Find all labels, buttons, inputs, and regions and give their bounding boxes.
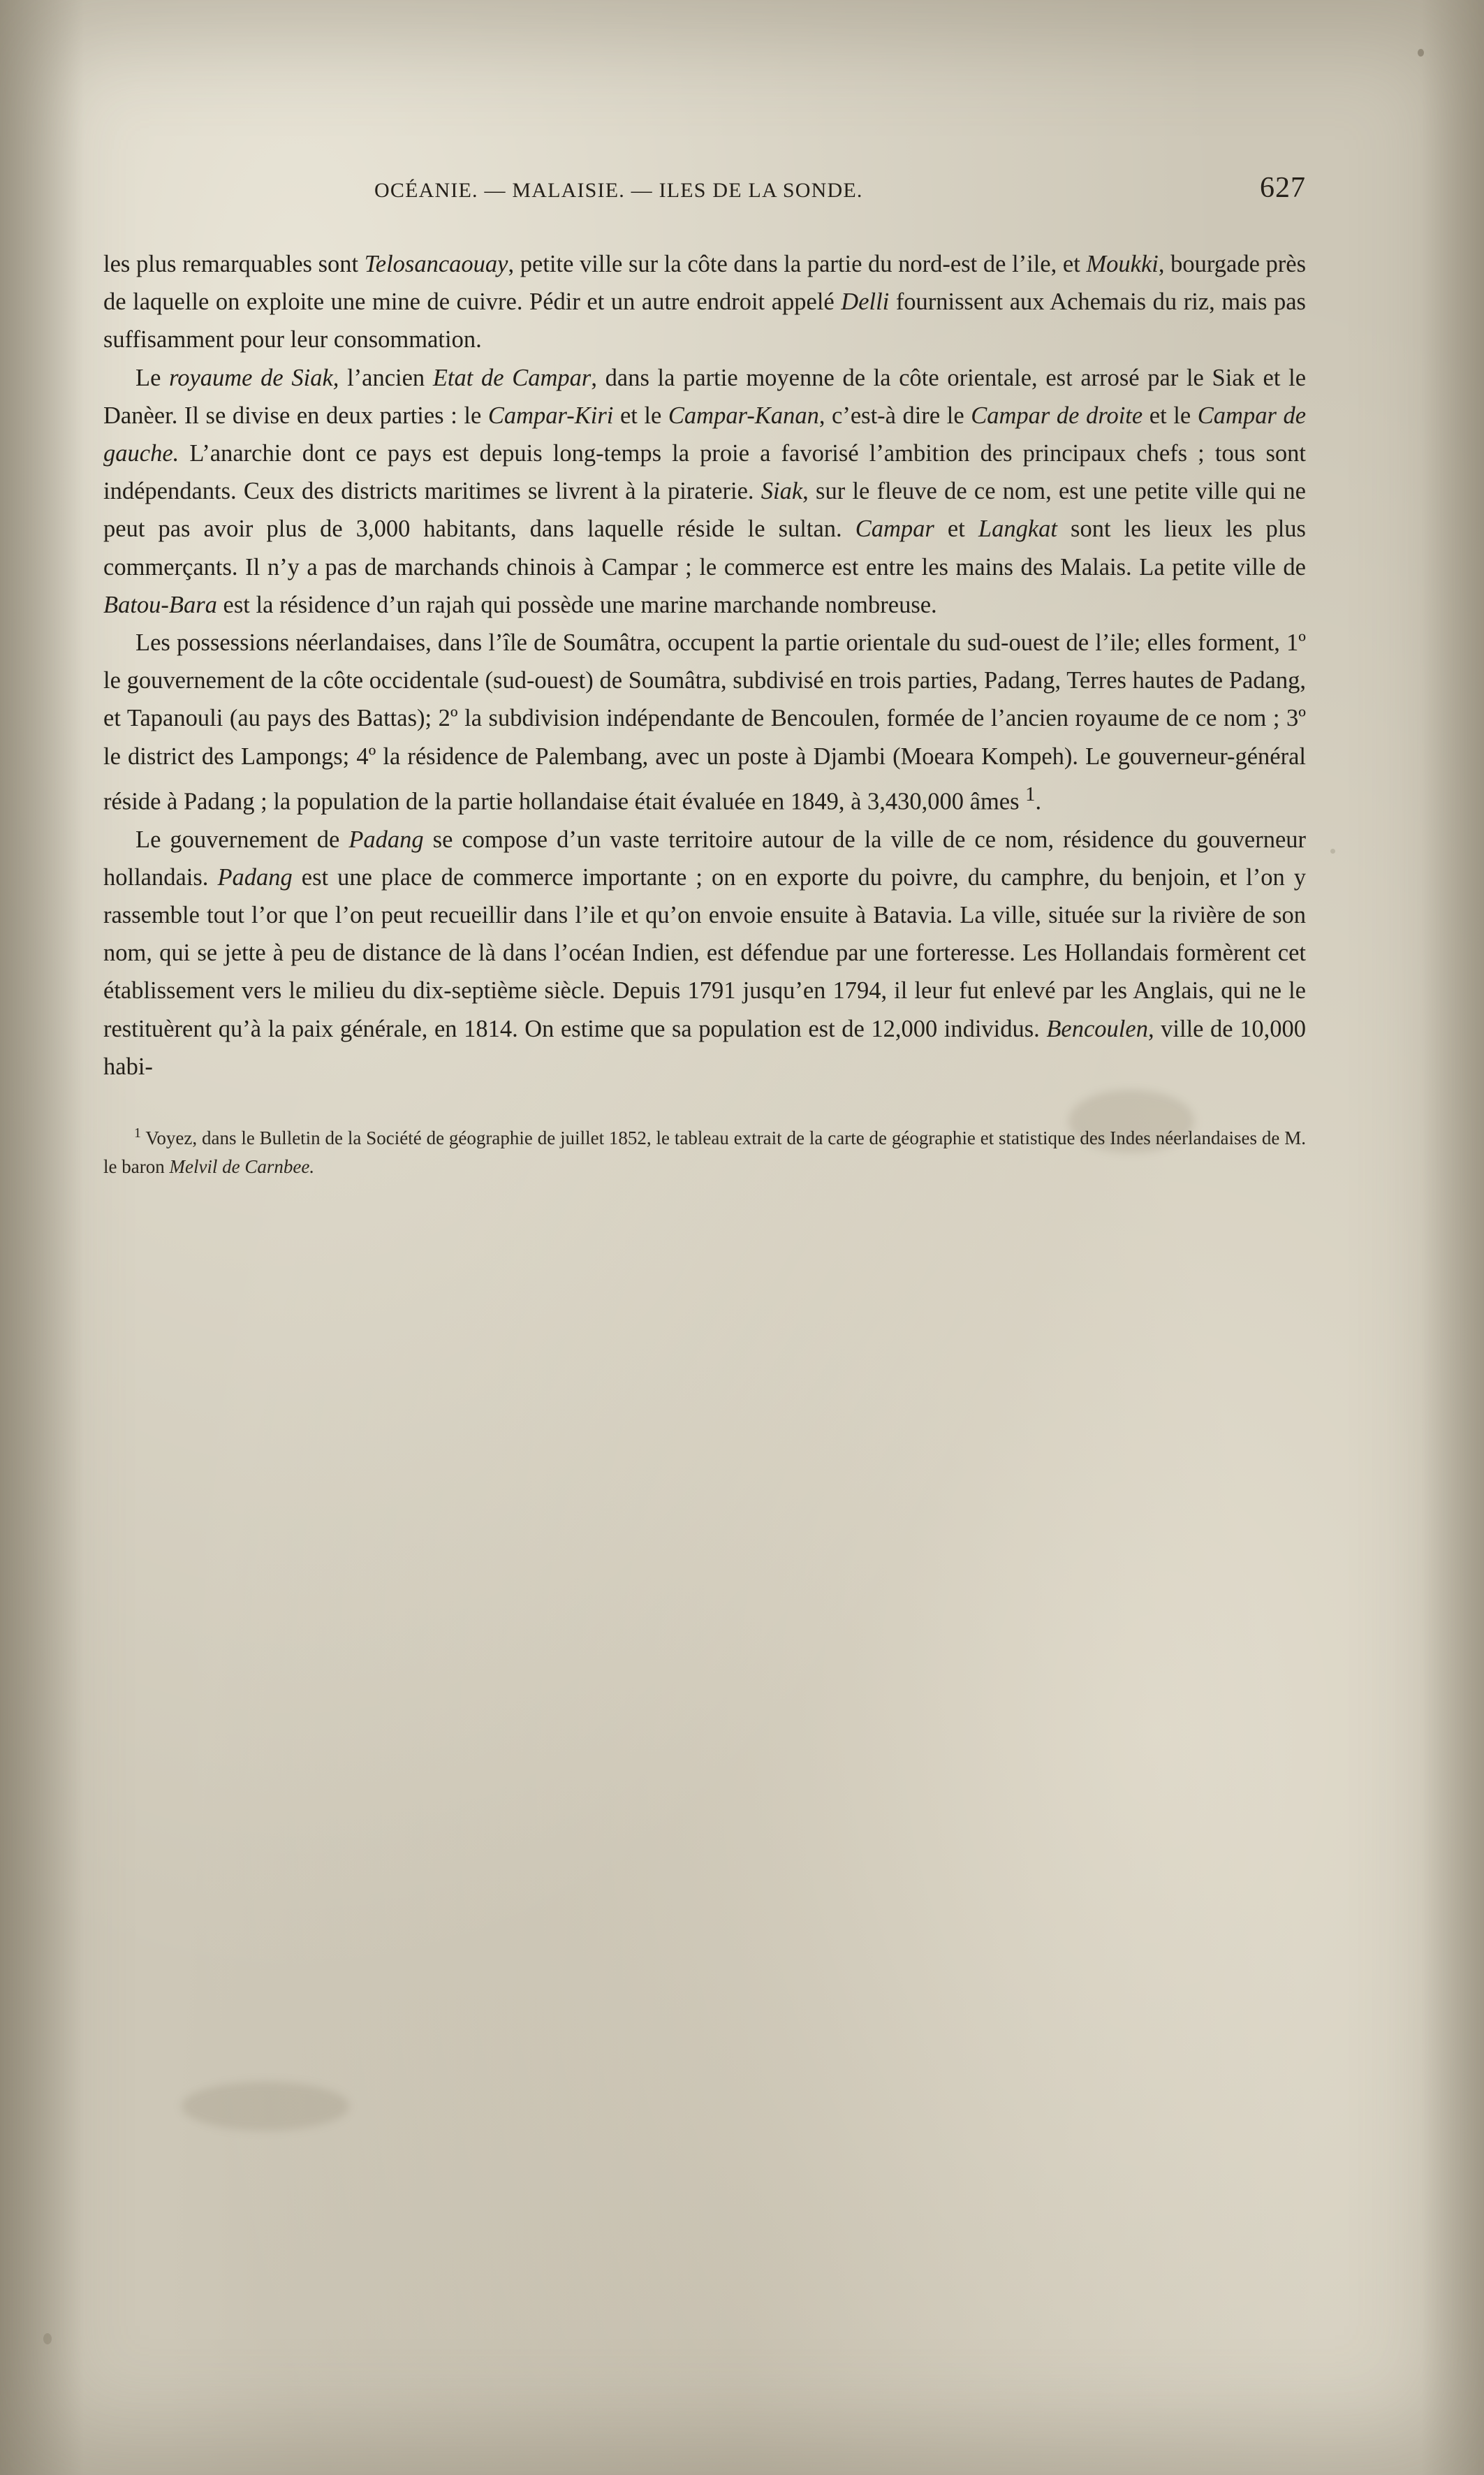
footnote	[103, 1119, 1306, 1181]
paragraph: les plus remarquables sont Telosancaouay, petite ville sur la côte dans la partie du nord-est de l’ile, et Moukki, bourgade près de laquelle on exploite une mine de cuivre. Pédir et un autre endroit appelé Delli fournissent aux Achemais du riz, mais pas suffisamment pour leur consommation.	[103, 251, 1307, 353]
page-edge-shadow-right	[1421, 0, 1484, 2475]
page-number: 627	[1260, 172, 1306, 204]
running-head-title: OCÉANIE. — MALAISIE. — ILES DE LA SONDE.	[374, 179, 863, 202]
paragraph: Les possessions néerlandaises, dans l’île de Soumâtra, occupent la partie orientale du sud-ouest de l’ile; elles forment, 1º le gouvernement de la côte occidentale (sud-ouest) de Soumâtra, subdivisé en trois parties, Padang, Terres hautes de Padang, et Tapanouli (au pays des Battas); 2º la subdivision indépendante de Bencoulen, formée de l’ancien royaume de ce nom ; 3º le district des Lampongs; 4º la résidence de Palembang, avec un poste à Djambi (Moeara Kompeh). Le gouverneur-général réside à Padang ; la population de la partie hollandaise était évaluée en 1849, à 3,430,000 âmes $^1$.	[103, 629, 1306, 815]
body-text	[103, 245, 1306, 1086]
page-content	[103, 171, 1306, 1181]
footnote-text: $^1$ Voyez, dans le Bulletin de la Société de géographie de juillet 1852, le tableau extrait de la carte de géographie et statistique des Indes néerlandaises de M. le baron Melvil de Carnbee.	[103, 1125, 1306, 1177]
paragraph: Le royaume de Siak, l’ancien Etat de Campar, dans la partie moyenne de la côte orientale, est arrosé par le Siak et le Danèer. Il se divise en deux parties : le Campar-Kiri et le Campar-Kanan, c’est-à dire le Campar de droite et le Campar de gauche. L’anarchie dont ce pays est depuis long-temps la proie a favorisé l’ambition des principaux chefs ; tous sont indépendants. Ceux des districts maritimes se livrent à la piraterie. Siak, sur le fleuve de ce nom, est une petite ville qui ne peut pas avoir plus de 3,000 habitants, dans laquelle réside le sultan. Campar et Langkat sont les lieux les plus commerçants. Il n’y a pas de marchands chinois à Campar ; le commerce est entre les mains des Malais. La petite ville de Batou-Bara est la résidence d’un rajah qui possède une marine marchande nombreuse.	[103, 364, 1307, 618]
running-head	[103, 171, 1306, 205]
page-edge-shadow-left	[0, 0, 84, 2475]
page-speck	[43, 2333, 52, 2344]
paragraph: Le gouvernement de Padang se compose d’un vaste territoire autour de la ville de ce nom, résidence du gouverneur hollandais. Padang est une place de commerce importante ; on en exporte du poivre, du camphre, du benjoin, et l’on y rassemble tout l’or que l’on peut recueillir dans l’ile et qu’on envoie ensuite à Batavia. La ville, située sur la rivière de son nom, qui se jette à peu de distance de là dans l’océan Indien, est défendue par une forteresse. Les Hollandais formèrent cet établissement vers le milieu du dix-septième siècle. Depuis 1791 jusqu’en 1794, il leur fut enlevé par les Anglais, qui ne le restituèrent qu’à la paix générale, en 1814. On estime que sa population est de 12,000 individus. Bencoulen, ville de 10,000 habi-	[103, 826, 1306, 1080]
page-speck	[1418, 49, 1424, 57]
page-speck	[1330, 849, 1335, 854]
page-smudge	[182, 2082, 349, 2131]
